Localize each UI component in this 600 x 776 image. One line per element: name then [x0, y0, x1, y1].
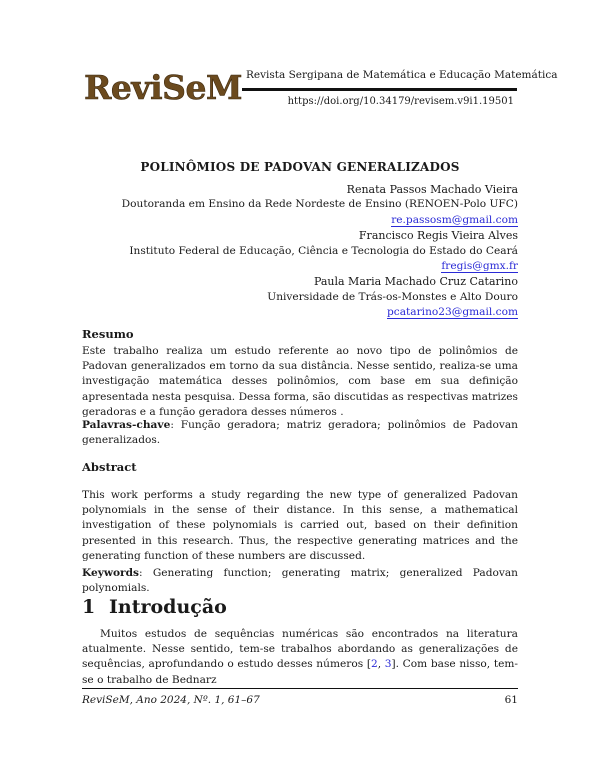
section-heading [82, 596, 227, 618]
citation-link[interactable]: 2 [370, 658, 378, 671]
header-rule [242, 88, 517, 91]
author-name: Paula Maria Machado Cruz Catarino [313, 275, 518, 289]
author-affiliation: Doutoranda em Ensino da Rede Nordeste de Ensino (RENOEN-Polo UFC) [121, 198, 518, 211]
section-number: 1 [82, 596, 96, 618]
abstract-keywords [82, 566, 518, 596]
doi-link[interactable]: https://doi.org/10.34179/revisem.v9i1.19501 [287, 96, 514, 107]
author-email[interactable]: pcatarino23@gmail.com [387, 306, 518, 319]
keywords-text: : Função geradora; matriz geradora; polinômios de Padovan generalizados. [82, 419, 518, 447]
author-email[interactable]: re.passosm@gmail.com [391, 213, 518, 226]
abstract-heading: Abstract [82, 460, 137, 474]
author-block [100, 182, 518, 321]
author-name: Francisco Regis Vieira Alves [358, 229, 518, 243]
resumo-text: Este trabalho realiza um estudo referente ao novo tipo de polinômios de Padovan generalizados em torno da sua distância. Nesse sentido, realiza-se uma investigação matemática desses polinômios, com base em sua definição apresentada nesta pesquisa. Dessa forma, são discutidas as respectivas matrizes geradoras e a função geradora desses números . [82, 345, 518, 418]
author-email[interactable]: fregis@gmx.fr [441, 260, 518, 273]
revisem-logo [82, 66, 242, 107]
resumo-keywords [82, 418, 518, 448]
paper-title: POLINÔMIOS DE PADOVAN GENERALIZADOS [140, 160, 460, 174]
footer-rule [82, 688, 518, 689]
keywords-label: Palavras-chave [82, 419, 171, 431]
resumo-heading: Resumo [82, 327, 134, 341]
footer-citation: ReviSeM, Ano 2024, Nº. 1, 61–67 [82, 694, 260, 706]
journal-name: Revista Sergipana de Matemática e Educação Matemática [246, 69, 558, 81]
keywords-text: : Generating function; generating matrix; generalized Padovan polynomials. [82, 567, 518, 595]
svg-text:ReviSeM: ReviSeM [84, 68, 242, 107]
intro-paragraph: Muitos estudos de sequências numéricas são encontrados na literatura atualmente. Nesse sentido, tem-se trabalhos abordando as generalizações de sequências, aprofundando o estudo desses números [2, 3]. Com base nisso, tem-se o trabalho de Bednarz [82, 628, 518, 686]
keywords-label: Keywords [82, 567, 140, 579]
abstract-text: This work performs a study regarding the new type of generalized Padovan polynomials in the sense of their distance. In this sense, a mathematical investigation of these polynomials is carried out, based on their definition presented in this research. Thus, the respective generating matrices and the generating function of these numbers are discussed. [82, 489, 518, 562]
page-number: 61 [504, 694, 518, 706]
author-name: Renata Passos Machado Vieira [346, 183, 518, 196]
author-affiliation: Instituto Federal de Educação, Ciência e Tecnologia do Estado do Ceará [129, 244, 518, 257]
section-title: Introdução [109, 596, 227, 618]
citation-link[interactable]: 3 [384, 658, 392, 671]
author-affiliation: Universidade de Trás-os-Monstes e Alto Douro [267, 290, 518, 303]
